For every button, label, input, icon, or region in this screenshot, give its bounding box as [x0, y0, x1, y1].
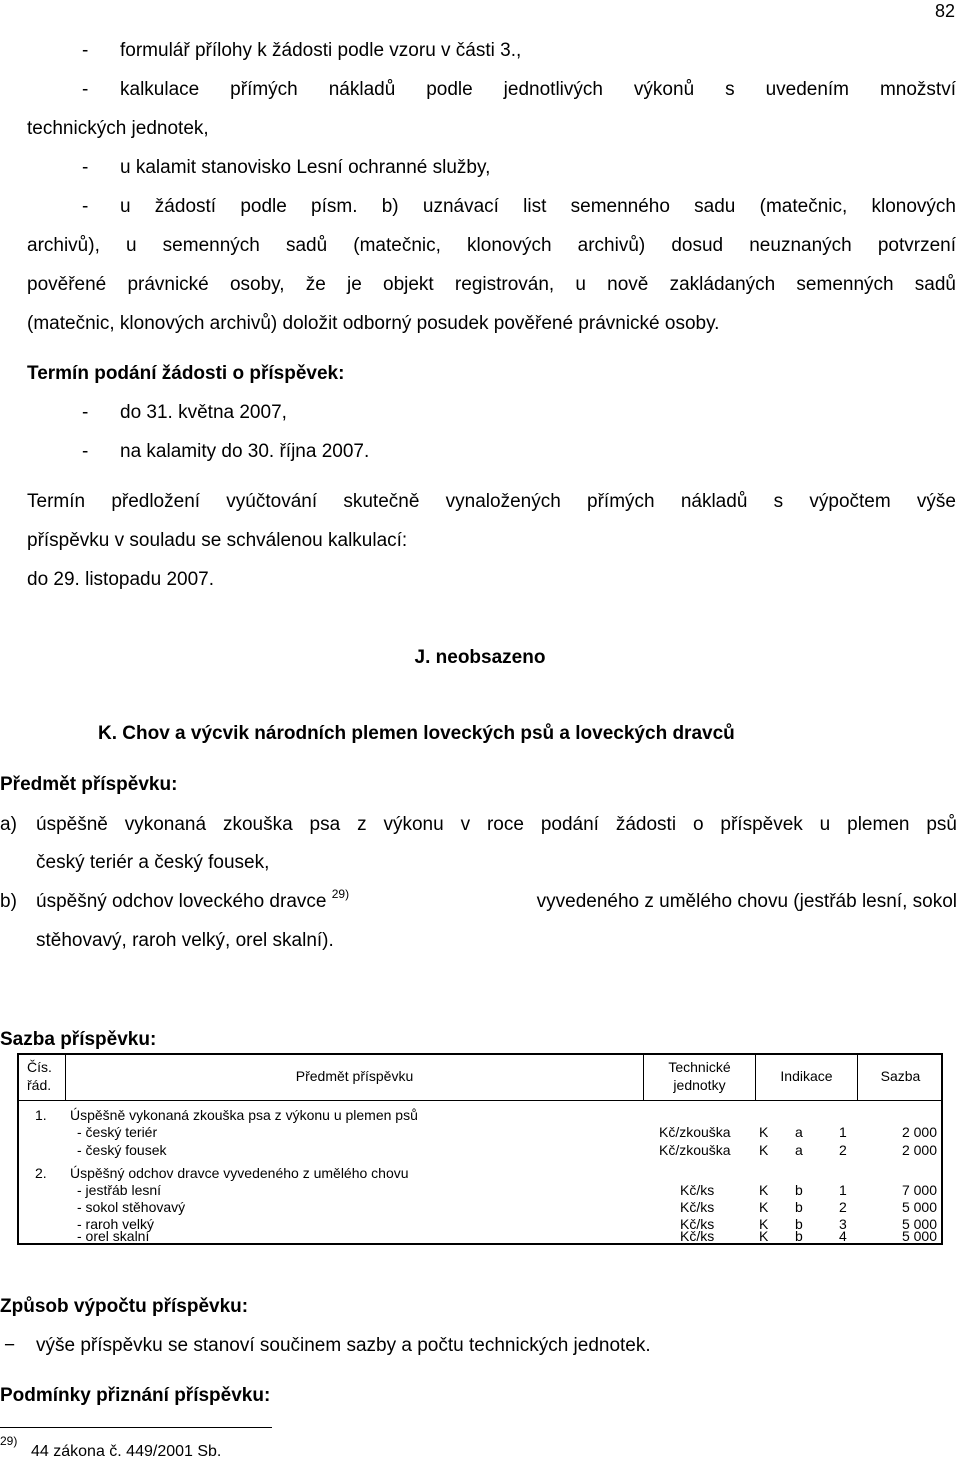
table-cell-sazba: 7 000 [901, 1182, 937, 1198]
table-cell-ind2: b [795, 1182, 803, 1198]
table-cell-ind1: K [759, 1182, 769, 1198]
table-cell-ind1: K [759, 1228, 769, 1244]
page-number: 82 [935, 1, 956, 21]
list-dash: − [4, 1335, 16, 1356]
table-cell-unit: Kč/zkouška [659, 1124, 731, 1140]
header-predmet: Předmět příspěvku [295, 1068, 414, 1084]
list-item: kalkulace přímých nákladů podle jednotlivých výkonů s uvedením množství [120, 79, 956, 100]
header-tech-2: jednotky [673, 1077, 726, 1093]
item-label-a: a) [0, 814, 17, 835]
group-number: 2. [35, 1165, 47, 1181]
table-cell-ind1: K [759, 1216, 769, 1232]
rates-table [17, 1053, 943, 1245]
predmet-b-continuation: stěhovavý, raroh velký, orel skalní). [36, 930, 334, 951]
list-dash: - [82, 441, 89, 462]
table-cell-item: - jestřáb lesní [77, 1182, 162, 1198]
table-cell-ind3: 1 [839, 1124, 847, 1140]
predmet-heading: Předmět příspěvku: [0, 774, 178, 795]
table-header-divider [19, 1100, 941, 1101]
header-tech-1: Technické [668, 1059, 731, 1075]
group-number: 1. [35, 1107, 47, 1123]
table-cell-ind3: 1 [839, 1182, 847, 1198]
footnote-text: 44 zákona č. 449/2001 Sb. [31, 1443, 222, 1460]
list-dash: - [82, 402, 89, 423]
list-item: formulář přílohy k žádosti podle vzoru v části 3., [120, 40, 522, 61]
termin-item: do 31. května 2007, [120, 402, 287, 423]
predlozeni-line: do 29. listopadu 2007. [27, 569, 214, 590]
termin-heading: Termín podání žádosti o příspěvek: [27, 363, 345, 384]
footnote-separator [0, 1427, 272, 1428]
header-rad: řád. [27, 1077, 52, 1093]
table-cell-ind3: 3 [839, 1216, 847, 1232]
group-title: Úspěšně vykonaná zkouška psa z výkonu u plemen psů [70, 1107, 418, 1123]
table-cell-ind1: K [759, 1199, 769, 1215]
zpusob-heading: Způsob výpočtu příspěvku: [0, 1296, 249, 1317]
table-cell-ind2: a [795, 1142, 803, 1158]
table-cell-item: - raroh velký [77, 1216, 155, 1232]
header-sazba: Sazba [880, 1068, 921, 1084]
list-item-continuation: technických jednotek, [27, 118, 209, 139]
table-cell-sazba: 5 000 [901, 1199, 937, 1215]
table-cell-sazba: 5 000 [901, 1228, 937, 1244]
paragraph-line: (matečnic, klonových archivů) doložit odborný posudek pověřené právnické osoby. [27, 313, 720, 334]
table-cell-sazba: 2 000 [901, 1124, 937, 1140]
footnote-mark: 29) [0, 1434, 18, 1448]
header-cis: Čís. [27, 1059, 52, 1075]
table-cell-ind2: a [795, 1124, 803, 1140]
header-indikace: Indikace [780, 1068, 833, 1084]
sazba-heading: Sazba příspěvku: [0, 1029, 157, 1050]
zpusob-text: výše příspěvku se stanoví součinem sazby a počtu technických jednotek. [36, 1335, 651, 1356]
predmet-b-pre-text: úspěšný odchov loveckého dravce [36, 891, 327, 912]
table-cell-sazba: 2 000 [901, 1142, 937, 1158]
predmet-a-continuation: český teriér a český fousek, [36, 852, 270, 873]
table-cell-ind2: b [795, 1199, 803, 1215]
table-cell-sazba: 5 000 [901, 1216, 937, 1232]
predmet-b-pre [36, 887, 350, 913]
list-item: u kalamit stanovisko Lesní ochranné služby, [120, 157, 491, 178]
list-item: u žádostí podle písm. b) uznávací list semenného sadu (matečnic, klonových [120, 196, 956, 217]
table-cell-unit: Kč/ks [680, 1216, 715, 1232]
table-cell-item: - sokol stěhovavý [77, 1199, 186, 1215]
table-cell-ind1: K [759, 1124, 769, 1140]
table-cell-unit: Kč/ks [680, 1199, 715, 1215]
table-cell-ind3: 4 [839, 1228, 847, 1244]
footnote-ref: 29) [331, 887, 350, 901]
section-j-title: J. neobsazeno [414, 647, 546, 668]
list-dash: - [82, 196, 89, 217]
predmet-b-text [36, 887, 957, 913]
table-cell-ind2: b [795, 1216, 803, 1232]
paragraph-line: archivů), u semenných sadů (matečnic, klonových archivů) dosud neuznaných potvrzení [27, 235, 956, 256]
table-cell-item: - orel skalní [77, 1228, 150, 1244]
predmet-b-post: vyvedeného z umělého chovu (jestřáb lesní, sokol [536, 891, 957, 912]
termin-item: na kalamity do 30. října 2007. [120, 441, 370, 462]
table-cell-ind3: 2 [839, 1199, 847, 1215]
table-cell-item: - český fousek [77, 1142, 167, 1158]
section-k-title: K. Chov a výcvik národních plemen loveckých psů a loveckých dravců [98, 723, 735, 744]
item-label-b: b) [0, 891, 17, 912]
table-cell-unit: Kč/ks [680, 1182, 715, 1198]
list-dash: - [82, 79, 89, 100]
predlozeni-line: Termín předložení vyúčtování skutečně vynaložených přímých nákladů s výpočtem výše [27, 491, 956, 512]
predmet-a-text: úspěšně vykonaná zkouška psa z výkonu v roce podání žádosti o příspěvek u plemen psů [36, 814, 957, 835]
group-title: Úspěšný odchov dravce vyvedeného z umělého chovu [70, 1165, 409, 1181]
table-cell-ind1: K [759, 1142, 769, 1158]
predlozeni-line: příspěvku v souladu se schválenou kalkulací: [27, 530, 408, 551]
list-dash: - [82, 40, 89, 61]
table-cell-unit: Kč/ks [680, 1228, 715, 1244]
podminky-heading: Podmínky přiznání příspěvku: [0, 1385, 271, 1406]
table-cell-ind3: 2 [839, 1142, 847, 1158]
paragraph-line: pověřené právnické osoby, že je objekt registrován, u nově zakládaných semenných sadů [27, 274, 956, 295]
table-cell-unit: Kč/zkouška [659, 1142, 731, 1158]
list-dash: - [82, 157, 89, 178]
table-cell-ind2: b [795, 1228, 803, 1244]
table-cell-item: - český teriér [77, 1124, 158, 1140]
